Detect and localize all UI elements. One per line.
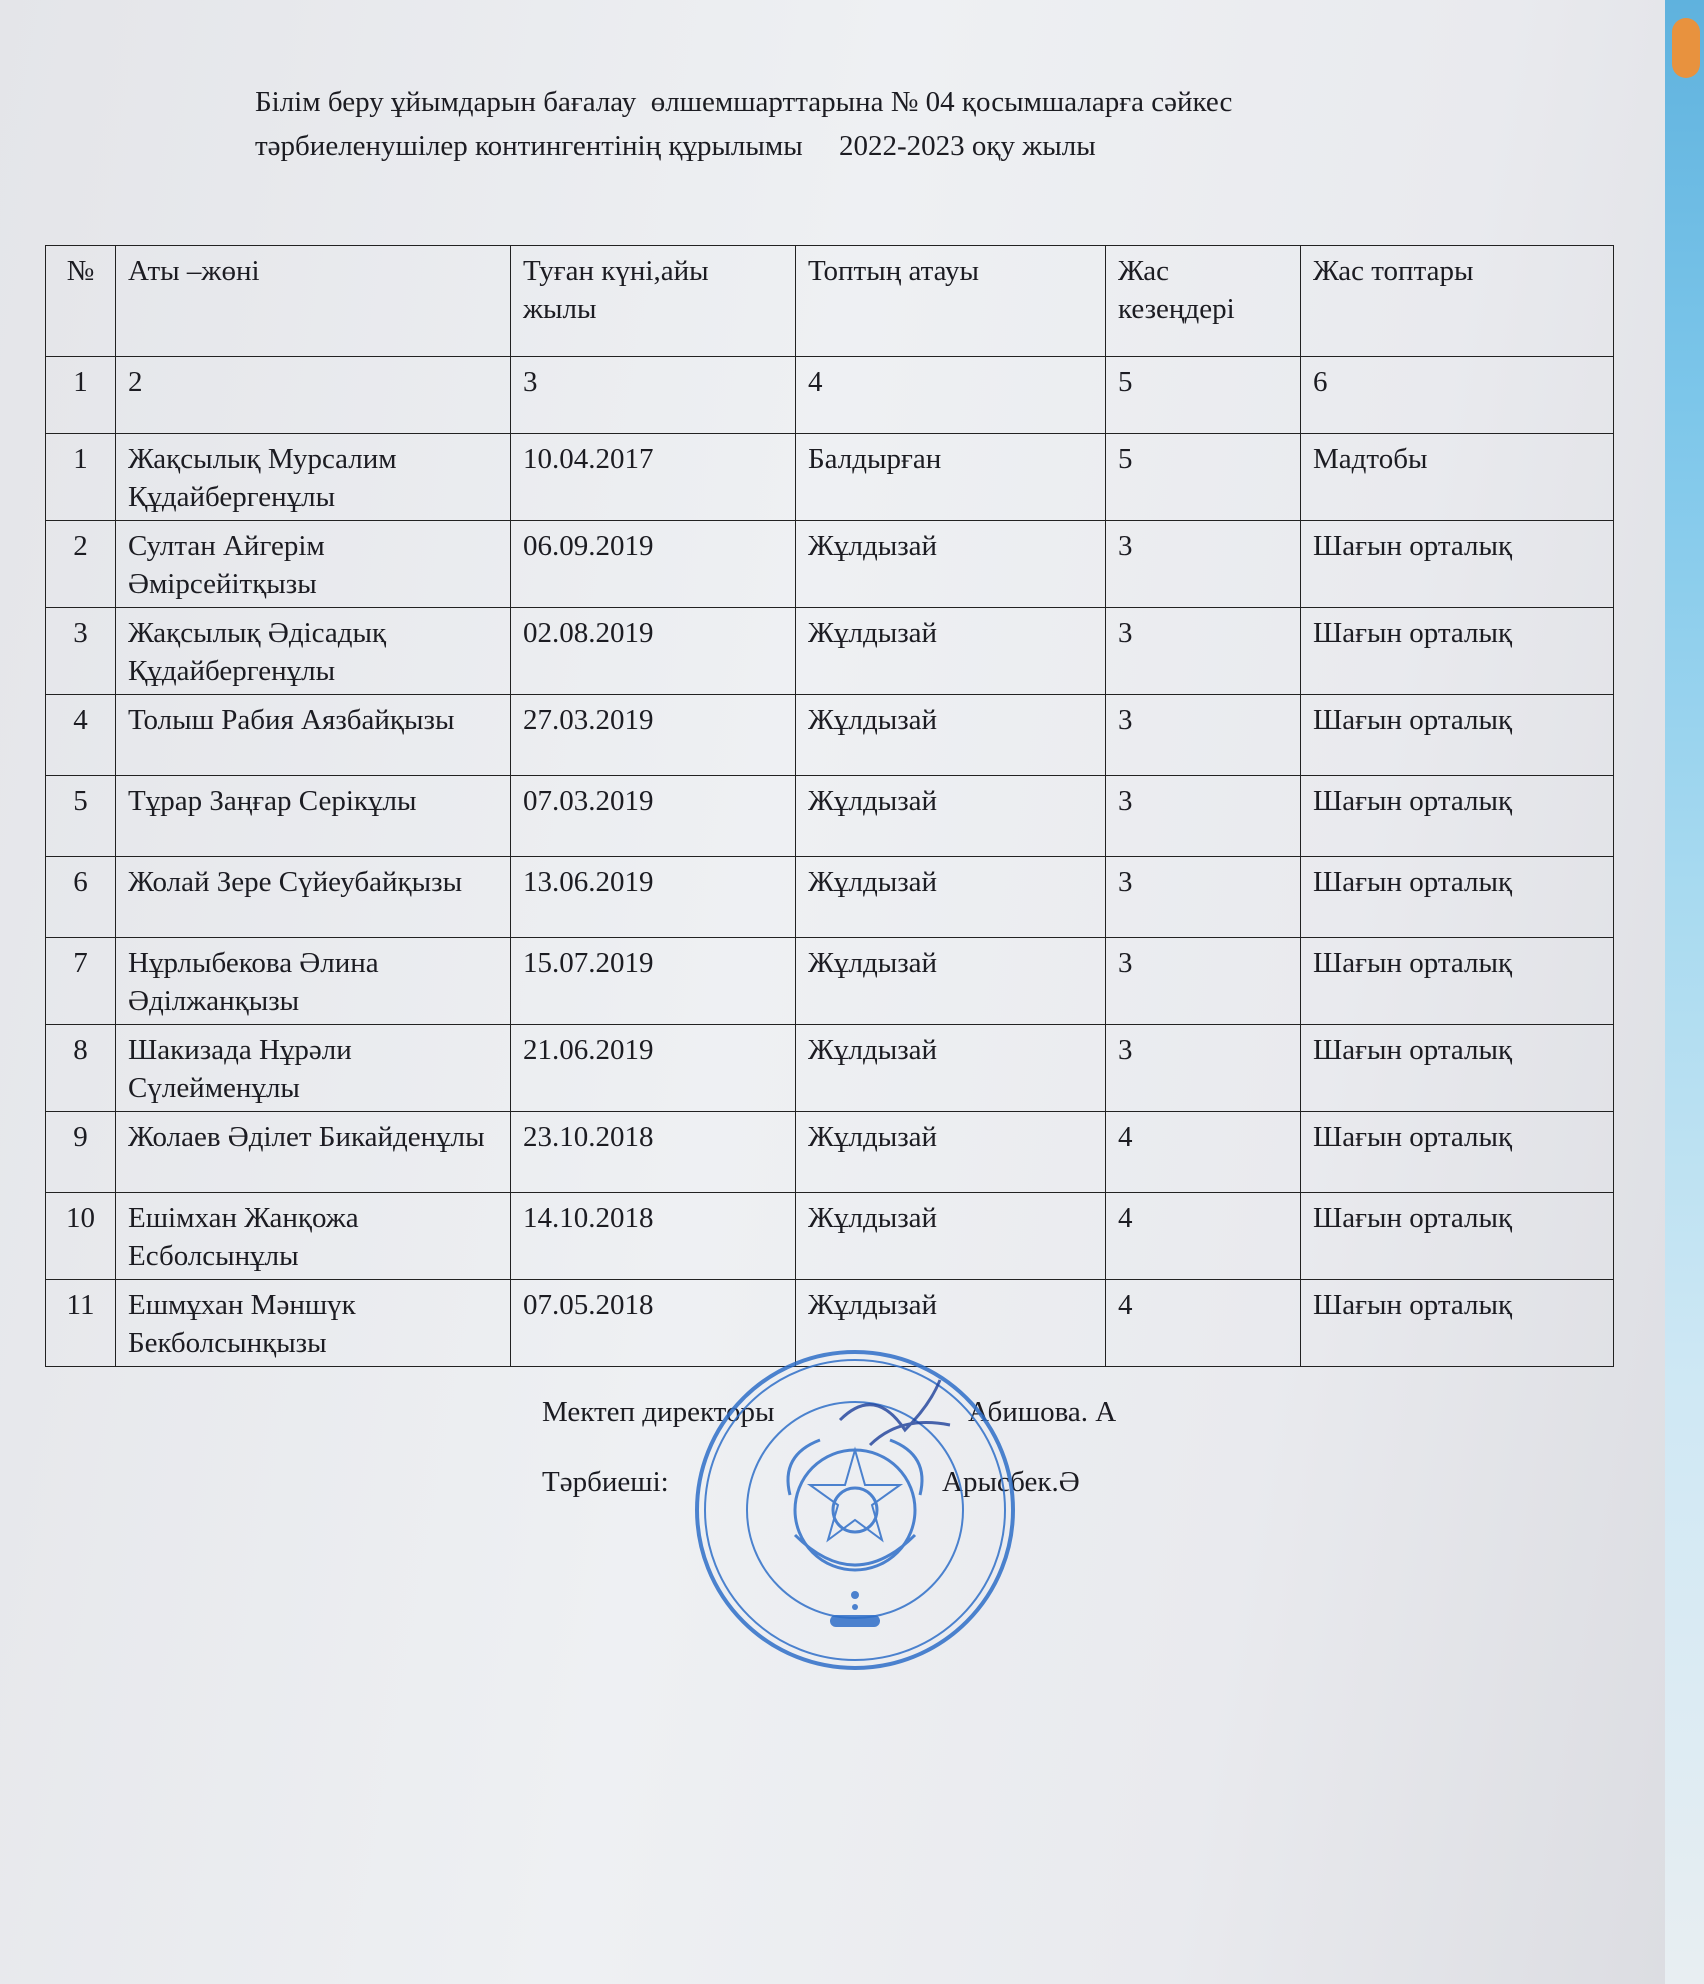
director-name: Абишова. А xyxy=(968,1396,1117,1428)
row-number: 7 xyxy=(46,938,116,1025)
birth-date: 23.10.2018 xyxy=(511,1112,796,1193)
age-group: Шағын орталық xyxy=(1301,1280,1614,1367)
age-group: Шағын орталық xyxy=(1301,1112,1614,1193)
birth-date: 27.03.2019 xyxy=(511,695,796,776)
age-period: 3 xyxy=(1106,776,1301,857)
table-row xyxy=(46,1193,1614,1280)
table-row xyxy=(46,938,1614,1025)
age-period: 4 xyxy=(1106,1193,1301,1280)
group-name: Жұлдызай xyxy=(796,776,1106,857)
birth-date: 15.07.2019 xyxy=(511,938,796,1025)
column-number: 6 xyxy=(1301,357,1614,434)
child-name: Шакизада Нұрәли Сүлейменұлы xyxy=(116,1025,511,1112)
age-period: 4 xyxy=(1106,1112,1301,1193)
column-number: 5 xyxy=(1106,357,1301,434)
column-header-birth: Туған күні,айы жылы xyxy=(511,246,796,357)
age-group: Шағын орталық xyxy=(1301,776,1614,857)
age-period: 5 xyxy=(1106,434,1301,521)
table-header-row xyxy=(46,246,1614,357)
group-name: Жұлдызай xyxy=(796,857,1106,938)
age-group: Шағын орталық xyxy=(1301,857,1614,938)
child-name: Жолай Зере Сүйеубайқызы xyxy=(116,857,511,938)
background-object xyxy=(1672,18,1700,78)
age-group: Шағын орталық xyxy=(1301,938,1614,1025)
group-name: Жұлдызай xyxy=(796,1025,1106,1112)
age-period: 3 xyxy=(1106,695,1301,776)
age-group: Шағын орталық xyxy=(1301,1025,1614,1112)
age-group: Шағын орталық xyxy=(1301,521,1614,608)
column-number: 1 xyxy=(46,357,116,434)
column-number: 3 xyxy=(511,357,796,434)
age-period: 3 xyxy=(1106,938,1301,1025)
child-name: Жақсылық Мурсалим Құдайбергенұлы xyxy=(116,434,511,521)
group-name: Жұлдызай xyxy=(796,1280,1106,1367)
teacher-label: Тәрбиеші: xyxy=(542,1466,669,1498)
group-name: Жұлдызай xyxy=(796,1193,1106,1280)
age-group: Шағын орталық xyxy=(1301,695,1614,776)
table-row xyxy=(46,776,1614,857)
column-number-row xyxy=(46,357,1614,434)
official-seal-stamp xyxy=(690,1345,1020,1675)
row-number: 10 xyxy=(46,1193,116,1280)
age-period: 3 xyxy=(1106,521,1301,608)
child-name: Жолаев Әділет Бикайденұлы xyxy=(116,1112,511,1193)
column-header-number: № xyxy=(46,246,116,357)
child-name: Ешімхан Жанқожа Есболсынұлы xyxy=(116,1193,511,1280)
birth-date: 14.10.2018 xyxy=(511,1193,796,1280)
group-name: Жұлдызай xyxy=(796,1112,1106,1193)
column-header-group: Топтың атауы xyxy=(796,246,1106,357)
group-name: Балдырған xyxy=(796,434,1106,521)
title-line-1: Білім беру ұйымдарын бағалау өлшемшарттарына № 04 қосымшаларға сәйкес xyxy=(255,86,1233,118)
group-name: Жұлдызай xyxy=(796,608,1106,695)
group-name: Жұлдызай xyxy=(796,938,1106,1025)
row-number: 6 xyxy=(46,857,116,938)
birth-date: 10.04.2017 xyxy=(511,434,796,521)
column-number: 4 xyxy=(796,357,1106,434)
row-number: 8 xyxy=(46,1025,116,1112)
age-group: Шағын орталық xyxy=(1301,608,1614,695)
row-number: 1 xyxy=(46,434,116,521)
child-name: Султан Айгерім Әмірсейітқызы xyxy=(116,521,511,608)
child-name: Ешмұхан Мәншүк Бекболсынқызы xyxy=(116,1280,511,1367)
table-row xyxy=(46,695,1614,776)
row-number: 11 xyxy=(46,1280,116,1367)
row-number: 3 xyxy=(46,608,116,695)
birth-date: 07.03.2019 xyxy=(511,776,796,857)
age-group: Шағын орталық xyxy=(1301,1193,1614,1280)
age-period: 3 xyxy=(1106,608,1301,695)
column-header-age-group: Жас топтары xyxy=(1301,246,1614,357)
age-period: 3 xyxy=(1106,857,1301,938)
child-name: Толыш Рабия Аязбайқызы xyxy=(116,695,511,776)
row-number: 9 xyxy=(46,1112,116,1193)
table-row xyxy=(46,1025,1614,1112)
background-edge xyxy=(1665,0,1704,1984)
contingent-table xyxy=(45,245,1614,1367)
title-line-2: тәрбиеленушілер контингентінің құрылымы 2022-2023 оқу жылы xyxy=(255,130,1096,162)
teacher-name: Арысбек.Ә xyxy=(942,1466,1080,1498)
birth-date: 02.08.2019 xyxy=(511,608,796,695)
table-row xyxy=(46,857,1614,938)
birth-date: 21.06.2019 xyxy=(511,1025,796,1112)
row-number: 4 xyxy=(46,695,116,776)
table-row xyxy=(46,521,1614,608)
table-row xyxy=(46,434,1614,521)
row-number: 2 xyxy=(46,521,116,608)
group-name: Жұлдызай xyxy=(796,695,1106,776)
column-header-age: Жас кезеңдері xyxy=(1106,246,1301,357)
child-name: Жақсылық Әдісадық Құдайбергенұлы xyxy=(116,608,511,695)
table-row xyxy=(46,608,1614,695)
column-header-name: Аты –жөні xyxy=(116,246,511,357)
age-period: 4 xyxy=(1106,1280,1301,1367)
document-title xyxy=(255,80,1455,168)
age-group: Мадтобы xyxy=(1301,434,1614,521)
birth-date: 06.09.2019 xyxy=(511,521,796,608)
group-name: Жұлдызай xyxy=(796,521,1106,608)
row-number: 5 xyxy=(46,776,116,857)
director-label: Мектеп директоры xyxy=(542,1396,775,1428)
table-row xyxy=(46,1112,1614,1193)
column-number: 2 xyxy=(116,357,511,434)
age-period: 3 xyxy=(1106,1025,1301,1112)
child-name: Нұрлыбекова Әлина Әділжанқызы xyxy=(116,938,511,1025)
birth-date: 07.05.2018 xyxy=(511,1280,796,1367)
birth-date: 13.06.2019 xyxy=(511,857,796,938)
child-name: Тұрар Заңғар Серікұлы xyxy=(116,776,511,857)
